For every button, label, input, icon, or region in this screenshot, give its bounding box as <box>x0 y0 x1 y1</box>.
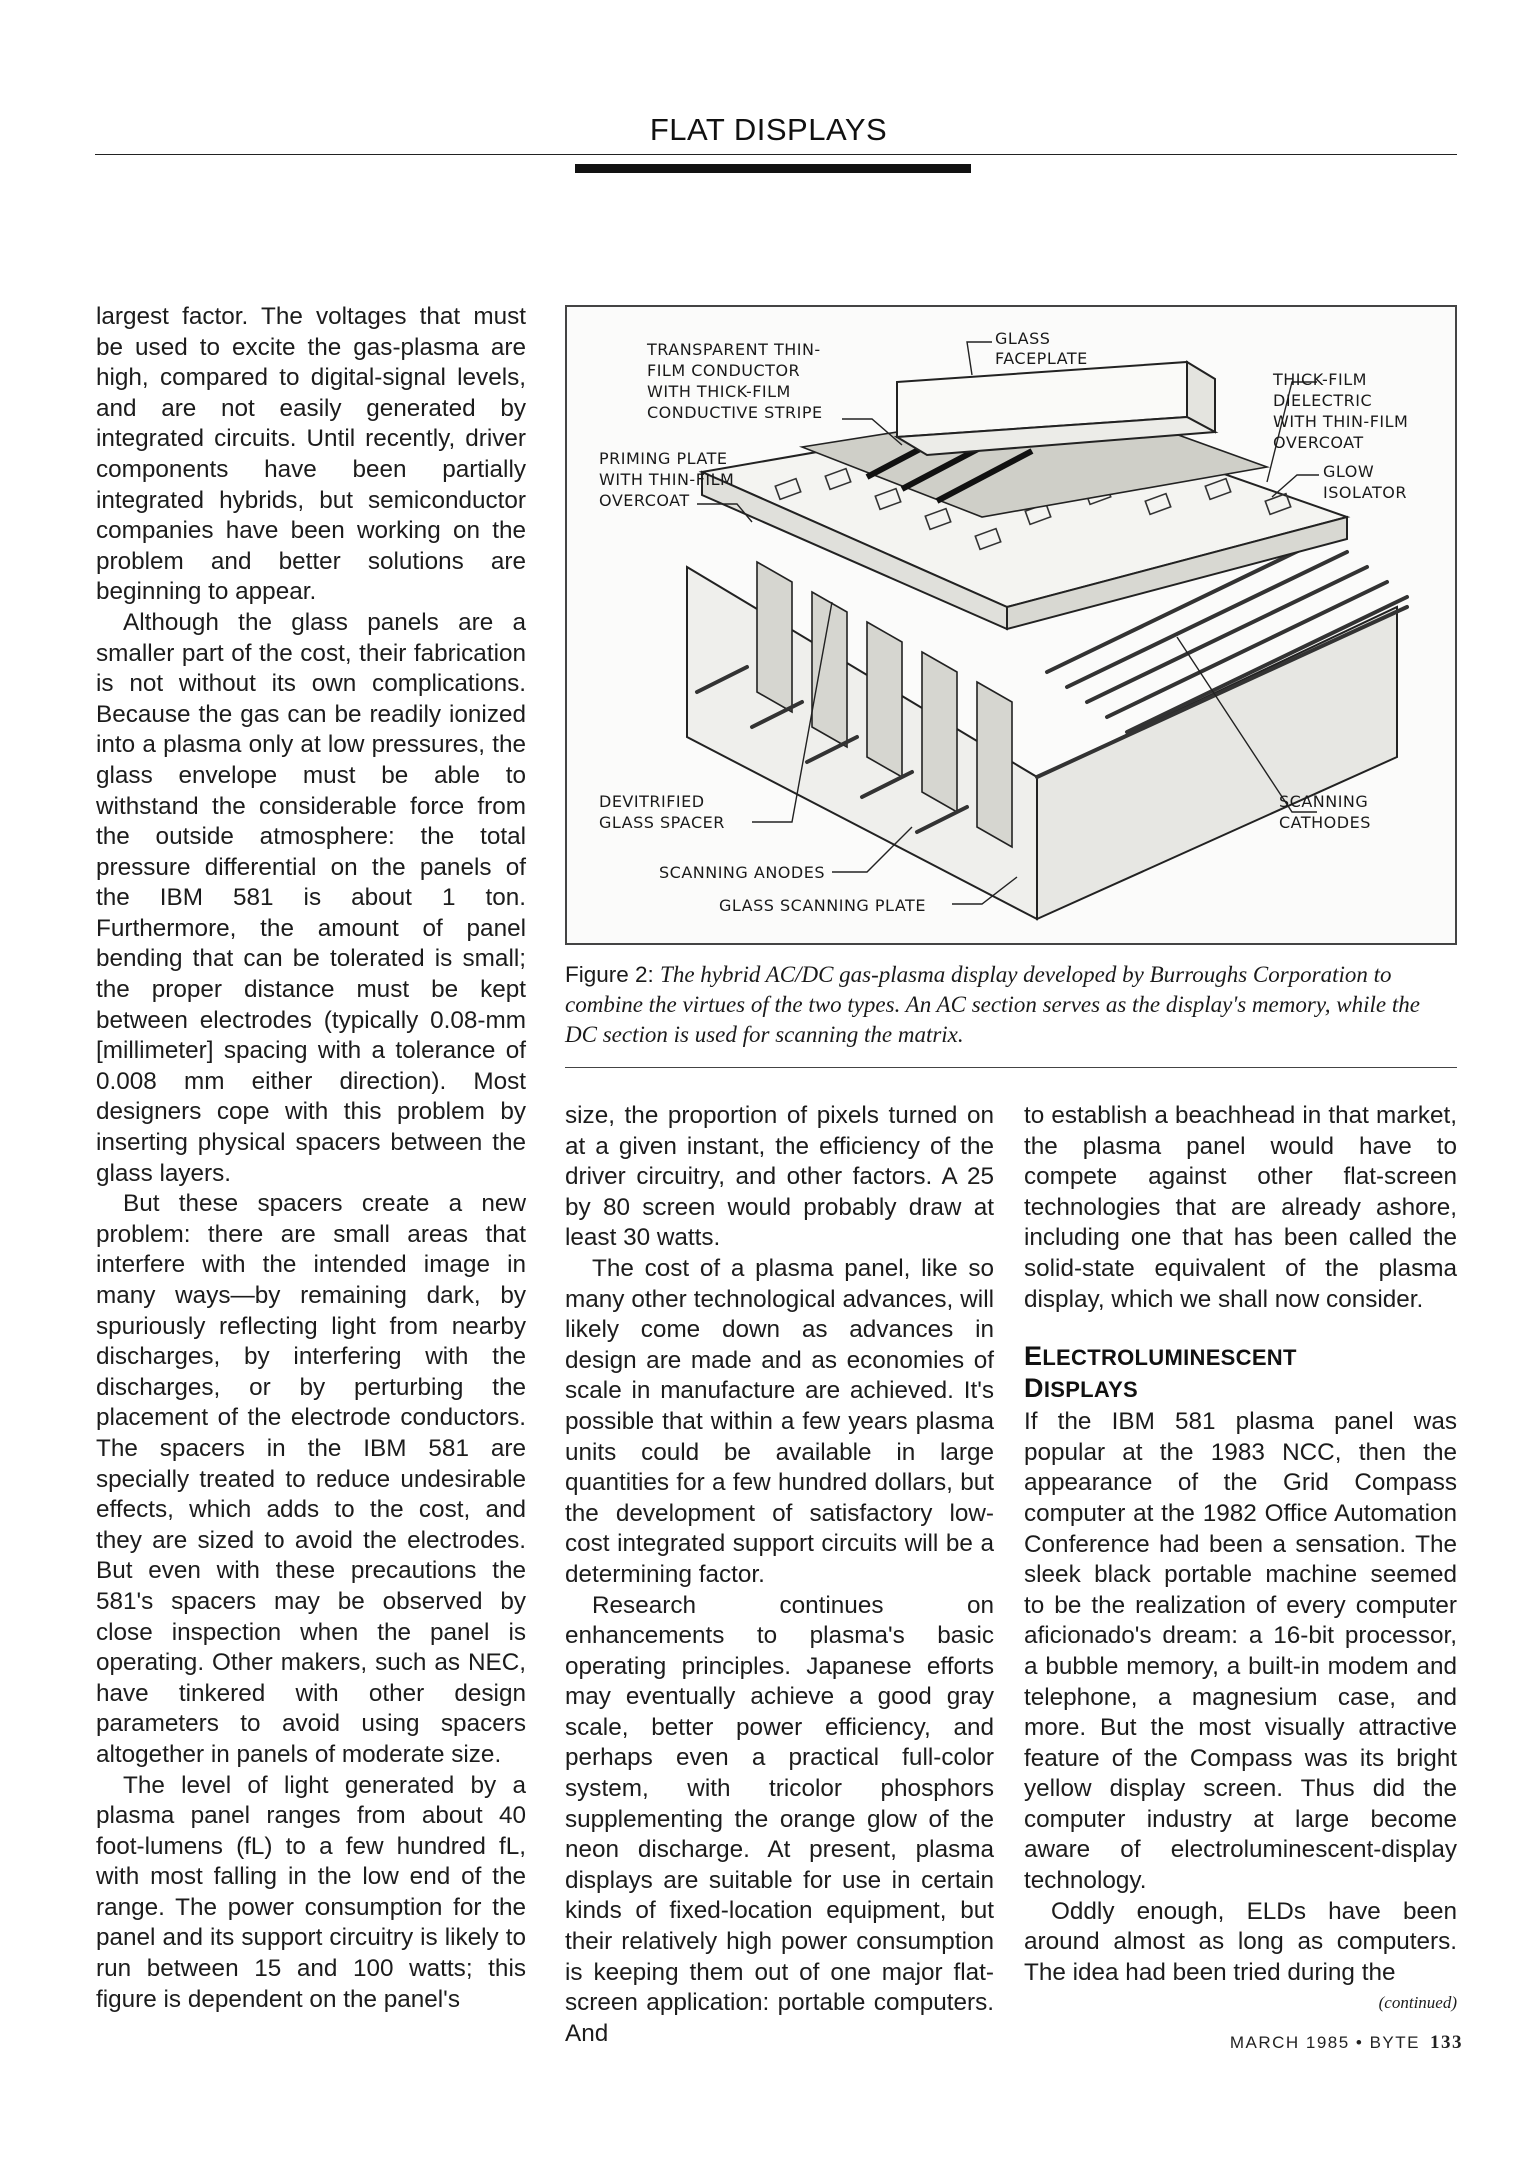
label-scanning-cathodes-2: CATHODES <box>1279 813 1371 832</box>
col2-paragraph: Research continues on enhancements to plasma's basic operating principles. Japanese efforts may eventually achieve a good gray scale, better power efficiency, and perhaps even a practical full-color system, with tricolor phosphors supplementing the orange glow of the neon discharge. At present, plasma displays are suitable for use in certain kinds of fixed-location equipment, but their relatively high power consumption is keeping them out of one major flat-screen application: portable computers. And <box>565 1591 994 2047</box>
col2-paragraph: size, the proportion of pixels turned on at a given instant, the efficiency of the driver circuitry, and other factors. A 25 by 80 screen would probably draw at least 30 watts. <box>565 1102 994 1252</box>
column-3 <box>1024 1101 1457 2018</box>
header-rule <box>95 154 1457 155</box>
label-priming-3: OVERCOAT <box>599 491 690 510</box>
column-2 <box>565 1101 994 2049</box>
section-heading <box>1024 1341 1457 1405</box>
caption-body: The hybrid AC/DC gas-plasma display developed by Burroughs Corporation to combine the virtues of the two types. An AC section serves as the display's memory, while the DC section is used for scanning the matrix. <box>565 962 1420 1047</box>
label-thick-film-3: WITH THIN-FILM <box>1273 412 1409 431</box>
heading-rest-2: ISPLAYS <box>1043 1377 1139 1403</box>
label-scanning-anodes: SCANNING ANODES <box>659 863 825 882</box>
label-thick-film-2: DIELECTRIC <box>1273 391 1373 410</box>
col3-paragraph: If the IBM 581 plasma panel was popular at the 1983 NCC, then the appearance of the Grid Compass computer at the 1982 Office Automation Conference had been a sensation. The sleek black portable machine seemed to be the realization of every computer aficionado's dream: a 16-bit processor, a bubble memory, a built-in modem and telephone, a magnesium case, and more. But the most visually attractive feature of the Compass was its bright yellow display screen. Thus did the computer industry at large become aware of electroluminescent-display technology. <box>1024 1408 1457 1895</box>
col3-paragraph: to establish a beachhead in that market, the plasma panel would have to compete against other flat-screen technologies that are already ashore, including one that has been called the solid-state equivalent of the plasma display, which we shall now consider. <box>1024 1102 1457 1313</box>
label-devitrified-2: GLASS SPACER <box>599 813 725 832</box>
caption-lead: Figure 2: <box>565 962 661 987</box>
heading-rest-1: LECTROLUMINESCENT <box>1042 1345 1297 1371</box>
label-transparent-4: CONDUCTIVE STRIPE <box>647 403 823 422</box>
caption-rule <box>565 1067 1457 1068</box>
label-priming-1: PRIMING PLATE <box>599 449 728 468</box>
label-transparent-3: WITH THICK-FILM <box>647 382 791 401</box>
label-thick-film-4: OVERCOAT <box>1273 433 1364 452</box>
page-footer <box>1230 2032 1463 2054</box>
label-glass-faceplate-2: FACEPLATE <box>995 349 1088 368</box>
figure-2-illustration <box>565 305 1457 945</box>
column-1 <box>96 302 526 2015</box>
label-devitrified-1: DEVITRIFIED <box>599 792 705 811</box>
label-glass-faceplate-1: GLASS <box>995 329 1051 348</box>
label-glow-1: GLOW <box>1323 462 1375 481</box>
header-bar <box>575 164 971 173</box>
col1-paragraph: Although the glass panels are a smaller part of the cost, their fabrication is not without its own complications. Because the gas can be readily ionized into a plasma only at low pressures, the glass envelope must be able to withstand the considerable force from the outside atmosphere: the total pressure differential on the panels of the IBM 581 is about 1 ton. Furthermore, the amount of panel bending that can be tolerated is small; the proper distance must be kept between electrodes (typically 0.08-mm [millimeter] spacing with a tolerance of 0.008 mm either direction). Most designers cope with this problem by inserting physical spacers between the glass layers. <box>96 608 526 1187</box>
running-header: FLAT DISPLAYS <box>649 112 888 147</box>
figure-caption <box>565 960 1455 1050</box>
plasma-display-diagram <box>567 307 1455 943</box>
col2-paragraph: The cost of a plasma panel, like so many other technological advances, will likely come down as advances in design are made and as economies of scale in manufacture are achieved. It's possible that within a few years plasma units could be available in large quantities for a few hundred dollars, but the development of satisfactory low-cost integrated support circuits will be a determining factor. <box>565 1254 994 1588</box>
label-glow-2: ISOLATOR <box>1323 483 1407 502</box>
label-transparent-2: FILM CONDUCTOR <box>647 361 801 380</box>
label-thick-film-1: THICK-FILM <box>1273 370 1367 389</box>
lower-block-side <box>1037 607 1397 919</box>
label-glass-scanning-plate: GLASS SCANNING PLATE <box>719 896 926 915</box>
continued-note: (continued) <box>1378 1993 1457 2013</box>
heading-cap-e: E <box>1024 1341 1043 1372</box>
heading-cap-d: D <box>1024 1373 1044 1404</box>
label-priming-2: WITH THIN-FILM <box>599 470 735 489</box>
page-number: 133 <box>1430 2032 1463 2053</box>
col1-paragraph: largest factor. The voltages that must be used to excite the gas-plasma are high, compared to digital-signal levels, and are not easily generated by integrated circuits. Until recently, driver components have been partially integrated hybrids, but semiconductor companies have been working on the problem and better solutions are beginning to appear. <box>96 303 526 606</box>
label-transparent-1: TRANSPARENT THIN- <box>647 340 821 359</box>
col3-paragraph: Oddly enough, ELDs have been around almost as long as computers. The idea had been tried during the <box>1024 1897 1457 1986</box>
col1-paragraph: The level of light generated by a plasma panel ranges from about 40 foot-lumens (fL) to a few hundred fL, with most falling in the low end of the range. The power consumption for the panel and its support circuitry is likely to run between 15 and 100 watts; this figure is dependent on the panel's <box>96 1771 526 2013</box>
label-scanning-cathodes-1: SCANNING <box>1279 792 1369 811</box>
col1-paragraph: But these spacers create a new problem: there are small areas that interfere with the intended image in many ways—by remaining dark, by spuriously reflecting light from nearby discharges, by interfering with the discharges, or by perturbing the placement of the electrode conductors. The spacers in the IBM 581 are specially treated to reduce undesirable effects, which adds to the cost, and they are sized to avoid the electrodes. But even with these precautions the 581's spacers may be observed by close inspection when the panel is operating. Other makers, such as NEC, have tinkered with other design parameters to avoid using spacers altogether in panels of moderate size. <box>96 1190 526 1768</box>
footer-issue: MARCH 1985 • BYTE <box>1229 2033 1420 2052</box>
